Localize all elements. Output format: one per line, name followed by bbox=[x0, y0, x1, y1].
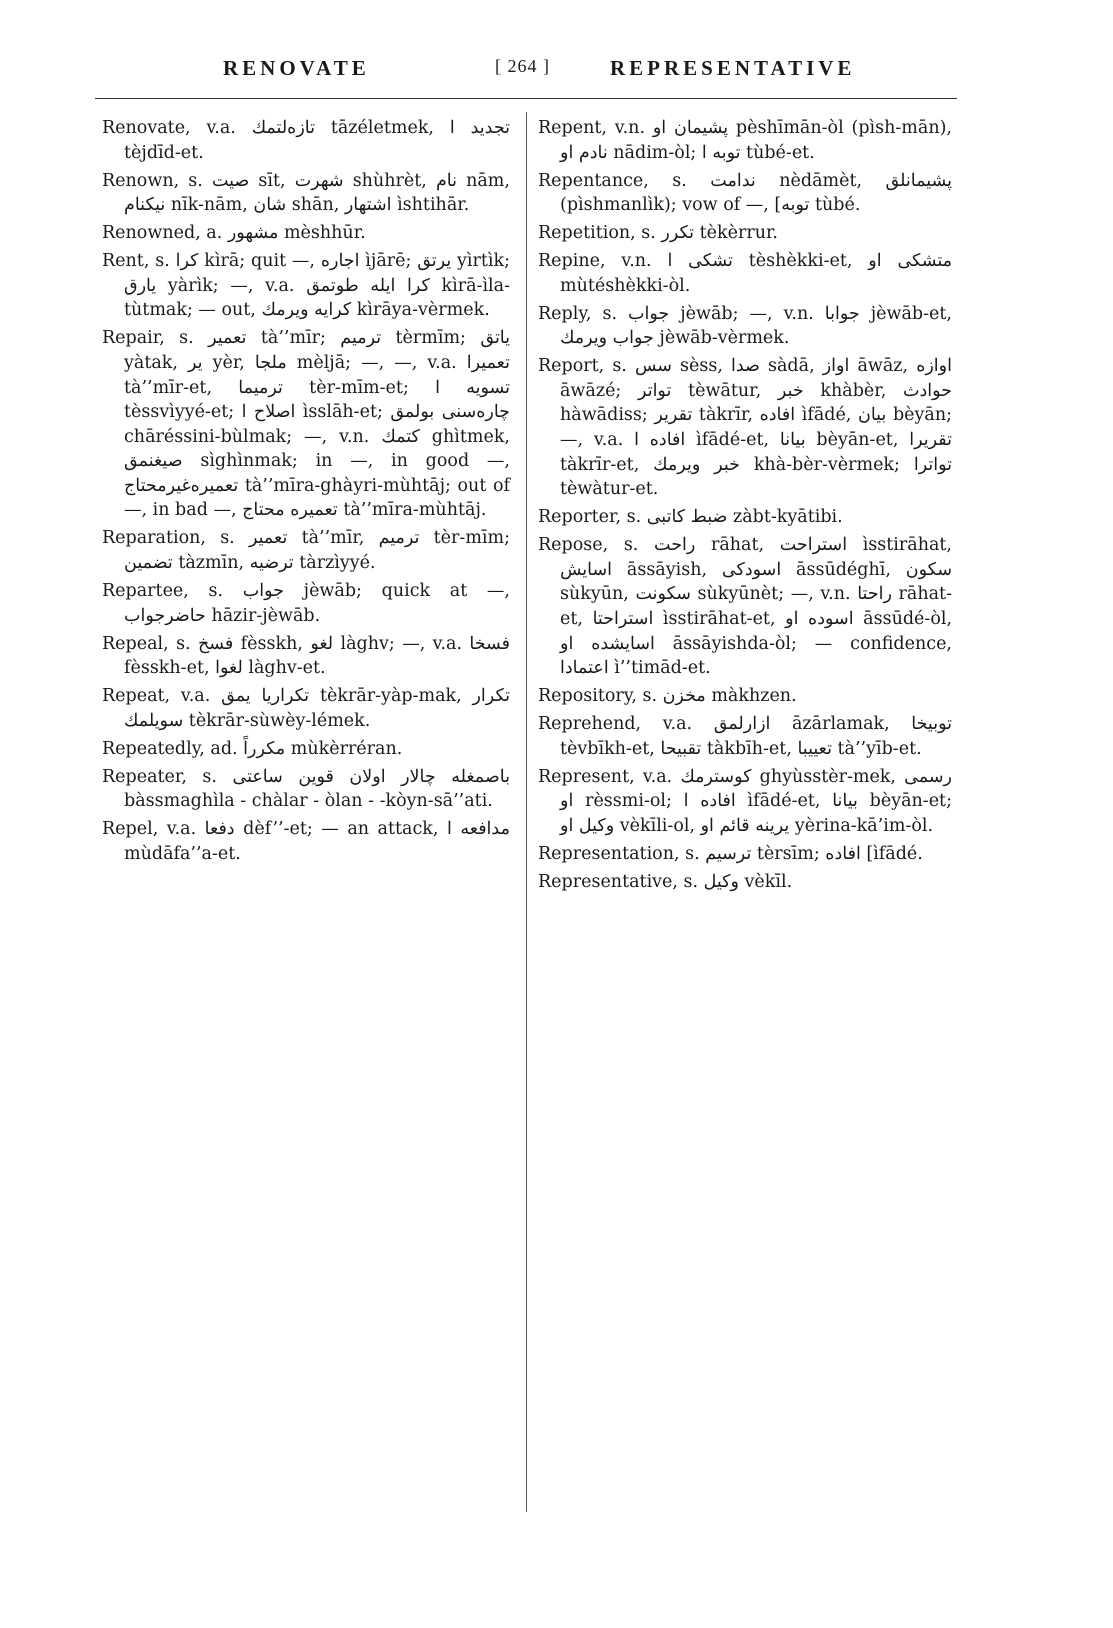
dictionary-entry-renown: Renown, s. صيت sīt, شهرت shùhrèt, نام nām, نيكنام nīk-nām, شان shān, اشتهار ìshtihār. bbox=[102, 170, 510, 216]
dictionary-entry-repose: Repose, s. راحت rāhat, استراحت ìsstirāhat, اسايش āssāyish, اسودكى āssūdéghī, سكون sùkyūn, سكونت sùkyūnèt; —, v.n. راحتا rāhat-et, استراحتا ìsstirāhat-et, اسوده او āssūdé-òl, اسايشده او āssāyishda-òl; — confidence, اعتمادا ì’’timād-et. bbox=[538, 535, 953, 679]
dictionary-entry-reporter: Reporter, s. ضبط كاتبى zàbt-kyātibi. bbox=[538, 507, 843, 528]
left-column bbox=[102, 116, 510, 870]
header-left-guideword: RENOVATE bbox=[223, 56, 370, 80]
header-right-guideword: REPRESENTATIVE bbox=[610, 56, 856, 80]
right-column bbox=[538, 116, 952, 898]
dictionary-entry-reparation: Reparation, s. تعمير tà’’mīr, ترميم tèr-mīm; تضمين tàzmīn, ترضيه tàrzìyyé. bbox=[102, 528, 510, 574]
dictionary-entry-repetition: Repetition, s. تكرر tèkèrrur. bbox=[538, 223, 778, 244]
dictionary-entry-repository: Repository, s. مخزن màkhzen. bbox=[538, 686, 797, 707]
header-rule bbox=[95, 98, 957, 99]
dictionary-entry-representative: Representative, s. وكيل vèkīl. bbox=[538, 871, 793, 892]
dictionary-entry-repair: Repair, s. تعمير tà’’mīr; ترميم tèrmīm; ياتق yàtak, ير yèr, ملجا mèljā; —, —, v.a. تعميرا tà’’mīr-et, ترميما tèr-mīm-et; تسويه ا tèssvìyyé-et; اصلاح ا ìsslāh-et; چاره‌سنى بولمق chāréssini-bùlmak; —, v.n. كتمك ghìtmek, صيغنمق sìghìnmak; in —, in good —, تعميره‌غيرمحتاج tà’’mīra-ghàyri-mùhtāj; out of —, in bad —, تعميره محتاج tà’’mīra-mùhtāj. bbox=[102, 328, 511, 521]
dictionary-entry-renowned: Renowned, a. مشهور mèshhūr. bbox=[102, 223, 366, 244]
dictionary-entry-rent: Rent, s. كرا kìrā; quit —, اجاره ìjārē; يرتق yìrtìk; يارق yàrìk; —, v.a. كرا ايله طوتمق kìrā-ìla-tùtmak; — out, كرايه ويرمك kìrāya-vèrmek. bbox=[102, 251, 511, 321]
dictionary-entry-repel: Repel, v.a. دفعا dèf’’-et; — an attack, مدافعه ا mùdāfa’’a-et. bbox=[102, 819, 510, 864]
dictionary-entry-renovate: Renovate, v.a. تازه‌لتمك tāzéletmek, تجديد ا tèjdīd-et. bbox=[102, 118, 510, 163]
dictionary-entry-represent: Represent, v.a. كوسترمك ghyùsstèr-mek, رسمى او rèssmi-ol; افاده ا ìfādé-et, بيانا bèyān-et; وكيل او vèkīli-ol, يرينه قائم او yèrina-kā’im-òl. bbox=[538, 766, 952, 836]
dictionary-entry-representation: Representation, s. ترسيم tèrsīm; افاده [ìfādé. bbox=[538, 843, 923, 864]
dictionary-entry-repeater: Repeater, s. باصمغله چالار اولان قوين ساعتى bàssmaghìla - chàlar - òlan - -kòyn-sā’’ati. bbox=[102, 766, 510, 812]
dictionary-entry-reprehend: Reprehend, v.a. ازارلمق āzārlamak, توبيخا tèvbīkh-et, تقبيحا tàkbīh-et, تعييبا tà’’yīb-et. bbox=[538, 714, 952, 759]
dictionary-entry-repartee: Repartee, s. جواب jèwāb; quick at —, حاضرجواب hāzir-jèwāb. bbox=[102, 581, 510, 626]
dictionary-entry-report: Report, s. سس sèss, صدا sàdā, اواز āwāz, اوازه āwāzé; تواتر tèwātur, خبر khàbèr, حوادث hàwādiss; تقرير tàkrīr, افاده ìfādé, بيان bèyān; —, v.a. افاده ا ìfādé-et, بيانا bèyān-et, تقريرا tàkrīr-et, خبر ويرمك khà-bèr-vèrmek; تواترا tèwàtur-et. bbox=[538, 356, 953, 500]
dictionary-entry-reply: Reply, s. جواب jèwāb; —, v.n. جوابا jèwāb-et, جواب ويرمك jèwāb-vèrmek. bbox=[538, 303, 952, 349]
dictionary-entry-repentance: Repentance, s. ندامت nèdāmèt, پشيمانلق (pìshmanlìk); vow of —, [توبه tùbé. bbox=[538, 170, 952, 216]
dictionary-entry-repent: Repent, v.n. پشيمان او pèshīmān-òl (pìsh-mān), نادم او nādim-òl; توبه ا tùbé-et. bbox=[538, 118, 952, 163]
dictionary-entry-repeatedly: Repeatedly, ad. مكرراً mùkèrréran. bbox=[102, 738, 403, 759]
dictionary-entry-repine: Repine, v.n. تشكى ا tèshèkki-et, متشكى او mùtéshèkki-òl. bbox=[538, 251, 952, 296]
dictionary-entry-repeat: Repeat, v.a. تكراريا يمق tèkrār-yàp-mak, تكرار سويلمك tèkrār-sùwèy-lémek. bbox=[102, 686, 510, 731]
column-divider bbox=[526, 112, 527, 1512]
page-number: [ 264 ] bbox=[495, 56, 550, 76]
page-header bbox=[95, 56, 957, 96]
dictionary-entry-repeal: Repeal, s. فسخ fèsskh, لغو làghv; —, v.a. فسخا fèsskh-et, لغوا làghv-et. bbox=[102, 633, 511, 679]
